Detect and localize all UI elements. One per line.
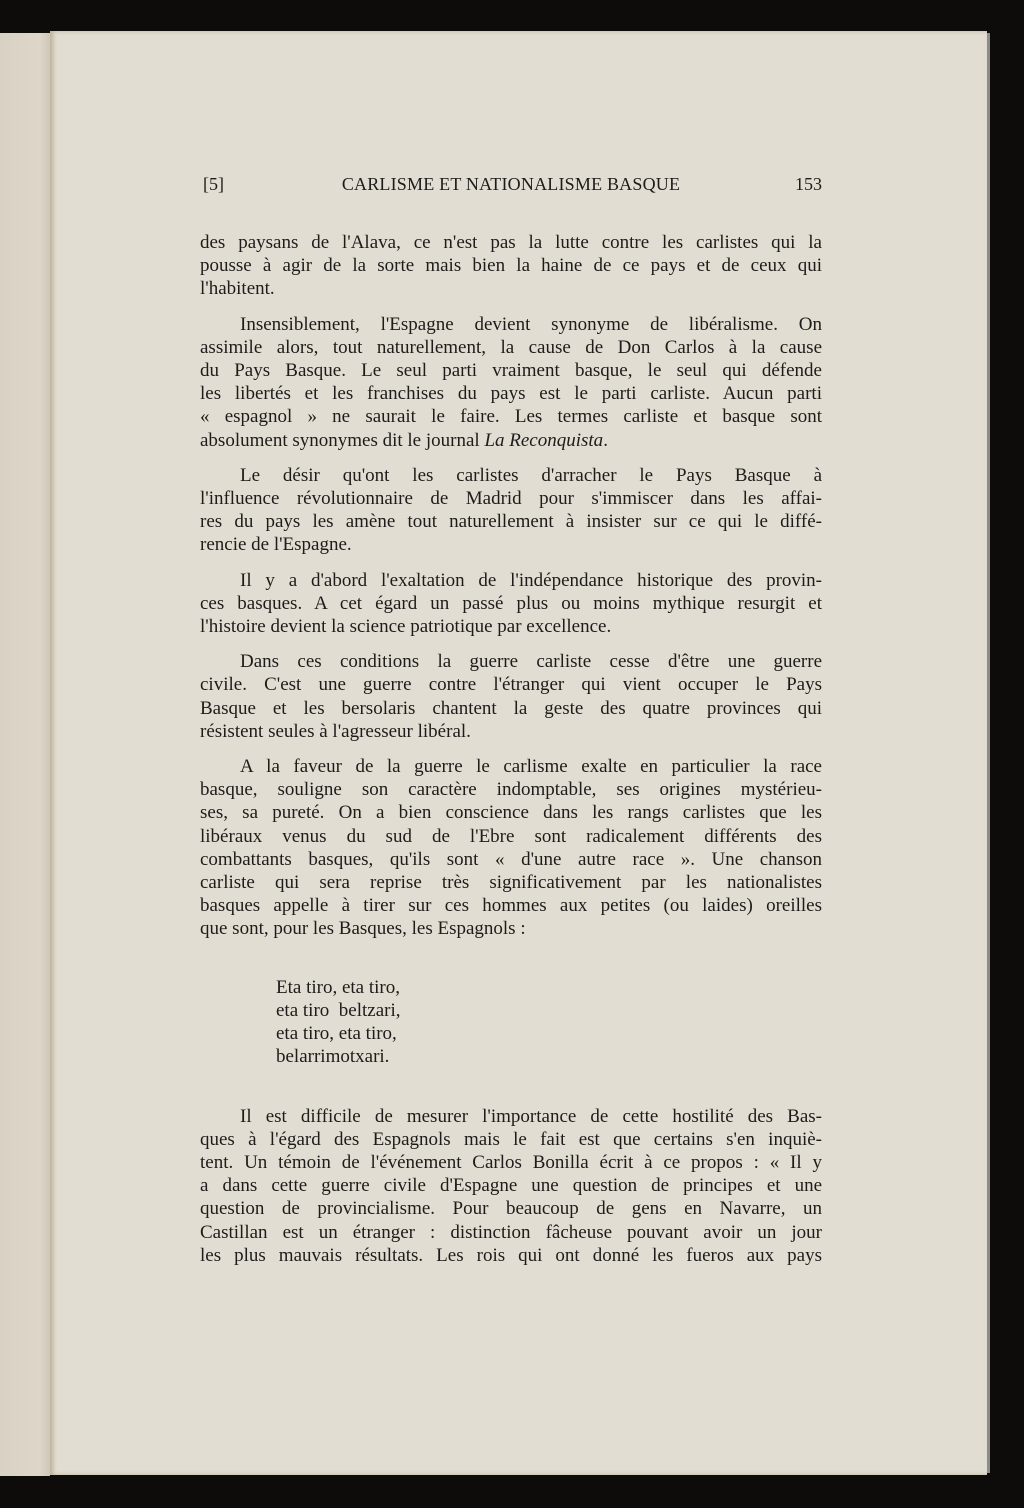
text-line: Le désir qu'ont les carlistes d'arracher le Pays Basque à xyxy=(240,464,822,486)
running-header xyxy=(200,174,822,200)
text-line: ces basques. A cet égard un passé plus ou moins mythique resurgit et xyxy=(200,592,822,614)
paragraph xyxy=(200,231,822,301)
text-line: ques à l'égard des Espagnols mais le fait est que certains s'en inquiè- xyxy=(200,1128,822,1150)
text-line: civile. C'est une guerre contre l'étranger qui vient occuper le Pays xyxy=(200,674,822,696)
text-line: du Pays Basque. Le seul parti vraiment basque, le seul qui défende xyxy=(200,360,822,382)
text-line: les libertés et les franchises du pays est le parti carliste. Aucun parti xyxy=(200,383,822,405)
text-line: a dans cette guerre civile d'Espagne une question de principes et une xyxy=(200,1175,822,1197)
text-line: des paysans de l'Alava, ce n'est pas la lutte contre les carlistes qui la xyxy=(200,232,822,253)
text-line: Dans ces conditions la guerre carliste cesse d'être une guerre xyxy=(240,651,822,673)
verse-line: Eta tiro, eta tiro, xyxy=(276,976,400,998)
section-number: [5] xyxy=(203,174,224,194)
text-line: rencie de l'Espagne. xyxy=(200,534,352,556)
text-line: que sont, pour les Basques, les Espagnols : xyxy=(200,918,526,940)
verse-line: eta tiro beltzari, xyxy=(276,999,401,1021)
paragraph xyxy=(200,569,822,639)
verse-quote xyxy=(276,976,822,1069)
text-line: l'influence révolutionnaire de Madrid pour s'immiscer dans les affai- xyxy=(200,488,822,510)
verse-line: eta tiro, eta tiro, xyxy=(276,1023,397,1045)
paragraph xyxy=(200,464,822,557)
text-line: « espagnol » ne saurait le faire. Les termes carliste et basque sont xyxy=(200,406,822,428)
paragraph xyxy=(200,755,822,941)
text-line: Il y a d'abord l'exaltation de l'indépendance historique des provin- xyxy=(240,569,822,591)
text-line: l'habitent. xyxy=(200,278,275,300)
text-line: basque, souligne son caractère indomptable, ses origines mystérieu- xyxy=(200,779,822,801)
text-line: A la faveur de la guerre le carlisme exalte en particulier la race xyxy=(240,756,822,778)
text-line: Il est difficile de mesurer l'importance de cette hostilité des Bas- xyxy=(240,1105,822,1127)
page-edge-shadow xyxy=(987,33,990,1473)
text-line: l'histoire devient la science patriotique par excellence. xyxy=(200,616,612,638)
text-line: les plus mauvais résultats. Les rois qui ont donné les fueros aux pays xyxy=(200,1244,822,1266)
text-line: question de provincialisme. Pour beaucoup de gens en Navarre, un xyxy=(200,1198,822,1220)
page-number: 153 xyxy=(795,174,822,194)
paragraph xyxy=(200,1105,822,1267)
text-line: res du pays les amène tout naturellement à insister sur ce qui le diffé- xyxy=(200,511,822,533)
text-line: basques appelle à tirer sur ces hommes aux petites (ou laides) oreilles xyxy=(200,895,822,917)
text-line: libéraux venus du sud de l'Ebre sont radicalement différents des xyxy=(200,825,822,847)
previous-page-edge xyxy=(0,33,50,1476)
paragraph xyxy=(200,313,822,452)
text-line: Insensiblement, l'Espagne devient synonyme de libéralisme. On xyxy=(240,313,822,335)
verse-line: belarrimotxari. xyxy=(276,1046,390,1068)
text-line: Basque et les bersolaris chantent la geste des quatre provinces qui xyxy=(200,697,822,719)
paragraph xyxy=(200,650,822,743)
text-line: Castillan est un étranger : distinction fâcheuse pouvant avoir un jour xyxy=(200,1221,822,1243)
running-title: CARLISME ET NATIONALISME BASQUE xyxy=(341,174,681,194)
text-line: absolument synonymes dit le journal La Reconquista. xyxy=(200,429,608,451)
text-line: résistent seules à l'agresseur libéral. xyxy=(200,720,471,742)
text-line: pousse à agir de la sorte mais bien la haine de ce pays et de ceux qui xyxy=(200,255,822,277)
text-line: assimile alors, tout naturellement, la cause de Don Carlos à la cause xyxy=(200,336,822,358)
text-line: combattants basques, qu'ils sont « d'une autre race ». Une chanson xyxy=(200,848,822,870)
journal-title: La Reconquista xyxy=(484,429,604,451)
text-line: carliste qui sera reprise très significativement par les nationalistes xyxy=(200,872,822,894)
body-text xyxy=(200,231,822,1279)
text-line: ses, sa pureté. On a bien conscience dans les rangs carlistes que les xyxy=(200,802,822,824)
text-line: tent. Un témoin de l'événement Carlos Bonilla écrit à ce propos : « Il y xyxy=(200,1151,822,1173)
